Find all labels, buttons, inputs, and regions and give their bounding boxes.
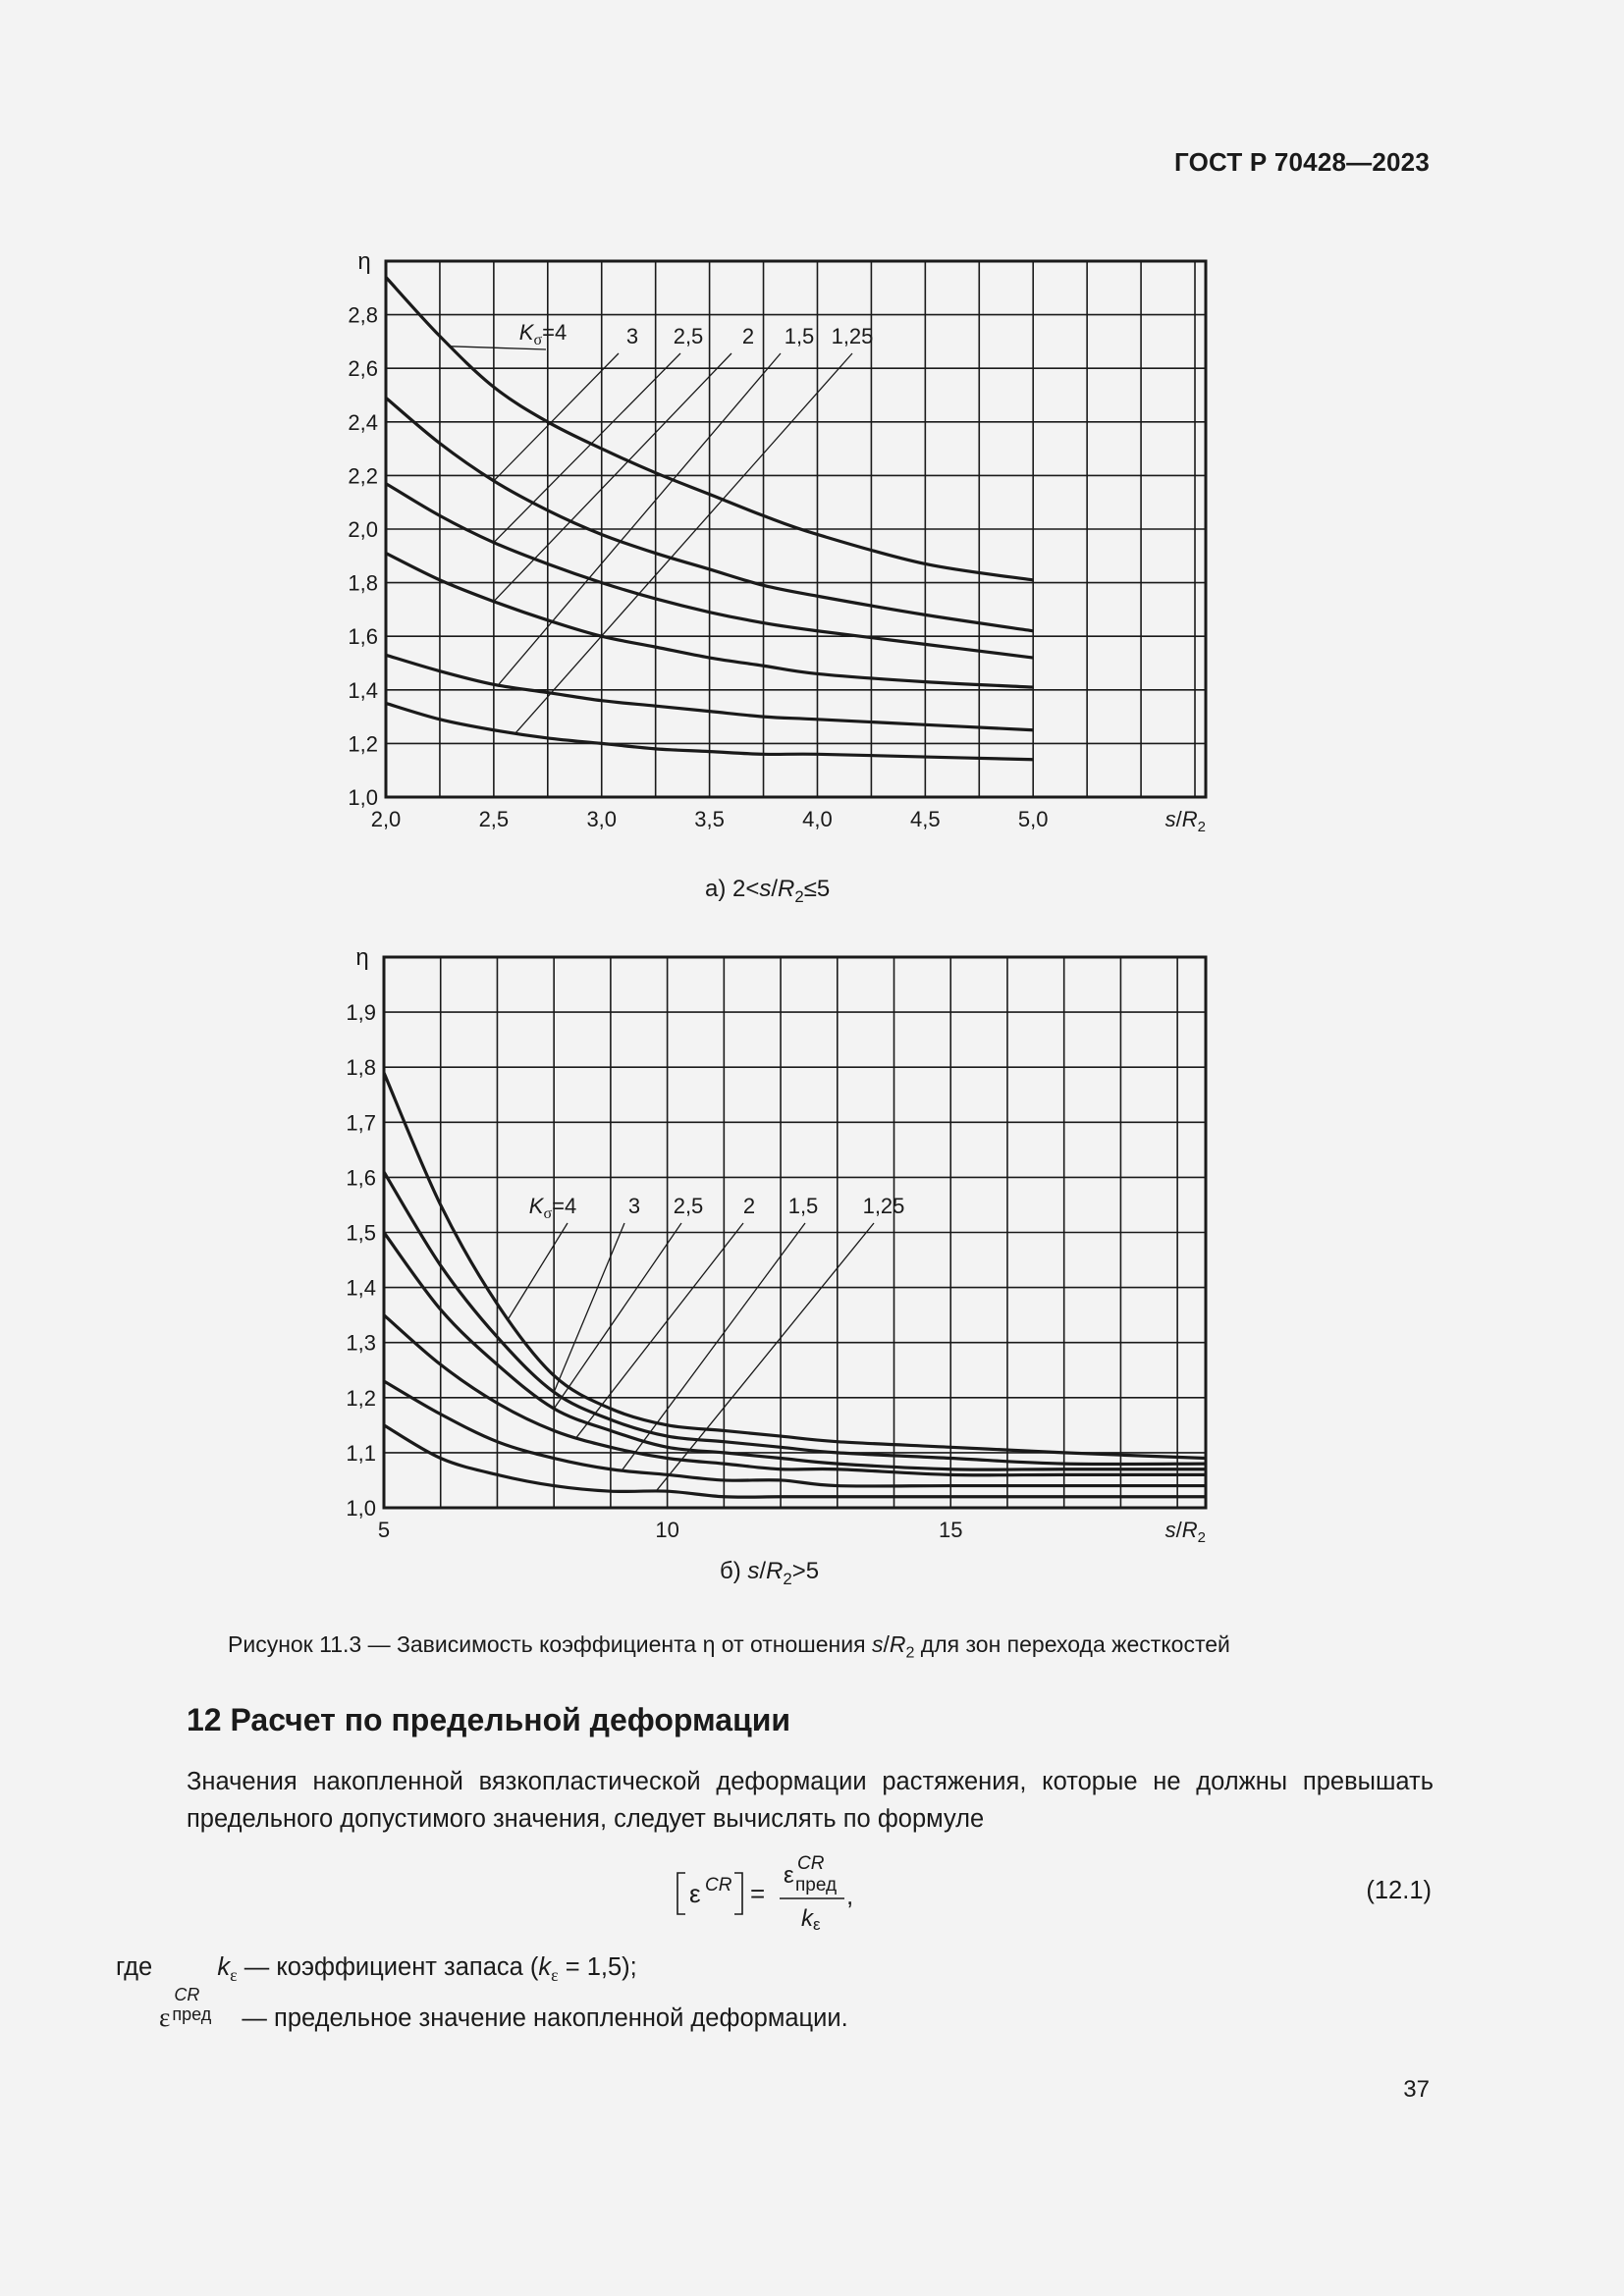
x-axis-label: $s/R_2$ bbox=[1164, 1518, 1206, 1546]
x-tick-label: 10 bbox=[655, 1518, 679, 1542]
svg-text:пред: пред bbox=[795, 1875, 838, 1896]
y-tick-label: 1,6 bbox=[346, 1165, 376, 1191]
series-leader-line bbox=[554, 1223, 681, 1409]
x-tick-label: 5,0 bbox=[1017, 807, 1049, 831]
document-code: ГОСТ Р 70428—2023 bbox=[1174, 147, 1430, 177]
series-label: 2,5 bbox=[673, 1194, 704, 1218]
y-tick-label: 2,2 bbox=[348, 463, 378, 489]
subcaption-b: б) $s/R_2>5$ bbox=[720, 1558, 820, 1588]
y-tick-label: 2,6 bbox=[348, 356, 378, 382]
where-def-1: где $k_\varepsilon$ — коэффициент запаса $(k_\varepsilon = 1,5)$; bbox=[116, 1953, 637, 1986]
svg-text:k: k bbox=[801, 1905, 813, 1932]
series-curve bbox=[384, 1073, 1206, 1459]
x-axis-label: $s/R_2$ bbox=[1164, 807, 1206, 835]
series-curve bbox=[384, 1315, 1206, 1475]
y-tick-label: 1,0 bbox=[348, 785, 378, 810]
series-label: 2 bbox=[742, 1194, 756, 1218]
y-tick-label: 2,4 bbox=[348, 409, 378, 435]
y-tick-label: 1,4 bbox=[346, 1275, 376, 1301]
series-leader-line bbox=[622, 1223, 805, 1470]
series-label: 2 bbox=[741, 324, 755, 348]
y-axis-label: η bbox=[357, 248, 371, 275]
series-label: 3 bbox=[627, 1194, 641, 1218]
series-label: 1,5 bbox=[787, 1194, 819, 1218]
x-tick-label: 3,5 bbox=[694, 807, 725, 831]
y-tick-label: 1,7 bbox=[346, 1110, 376, 1136]
x-tick-label: 2,0 bbox=[370, 807, 402, 831]
section-title: 12 Расчет по предельной деформации bbox=[187, 1702, 791, 1737]
y-tick-label: 1,8 bbox=[348, 570, 378, 596]
series-label: $K_\sigma=4$ bbox=[518, 320, 568, 348]
subcaption-a: а) $2<s/R_2\le 5$ bbox=[705, 876, 831, 906]
series-label: 3 bbox=[625, 324, 639, 348]
formula-number: (12.1) bbox=[1366, 1877, 1432, 1904]
y-tick-label: 1,1 bbox=[346, 1440, 376, 1466]
y-tick-label: 1,4 bbox=[348, 677, 378, 703]
svg-text:CR: CR bbox=[705, 1875, 732, 1896]
x-tick-label: 15 bbox=[938, 1518, 963, 1542]
y-tick-label: 1,2 bbox=[348, 731, 378, 757]
formula-12-1 bbox=[668, 1845, 893, 1934]
y-axis-label: η bbox=[355, 944, 369, 971]
formula-graphic bbox=[668, 1845, 893, 1934]
y-tick-label: 2,0 bbox=[348, 517, 378, 542]
y-tick-label: 2,8 bbox=[348, 302, 378, 328]
series-label: 2,5 bbox=[673, 324, 704, 348]
series-label: 1,25 bbox=[831, 324, 874, 348]
x-tick-label: 3,0 bbox=[586, 807, 618, 831]
series-leader-line bbox=[554, 1223, 624, 1392]
x-tick-label: 4,0 bbox=[802, 807, 833, 831]
series-label: $K_\sigma=4$ bbox=[528, 1194, 577, 1222]
x-tick-label: 4,5 bbox=[910, 807, 941, 831]
svg-text:=: = bbox=[750, 1879, 766, 1908]
series-leader-line bbox=[656, 1223, 874, 1491]
y-tick-label: 1,8 bbox=[346, 1055, 376, 1081]
figure-caption: Рисунок 11.3 — Зависимость коэффициента η от отношения $s/R_2$ для зон перехода жесткостей bbox=[228, 1631, 1230, 1662]
y-tick-label: 1,0 bbox=[346, 1496, 376, 1521]
y-tick-label: 1,9 bbox=[346, 1000, 376, 1026]
svg-text:,: , bbox=[846, 1881, 854, 1910]
series-curve bbox=[384, 1233, 1206, 1470]
page-number: 37 bbox=[1403, 2076, 1430, 2103]
x-tick-label: 2,5 bbox=[478, 807, 510, 831]
where-def-2: ε CR пред — предельное значение накопленной деформации. bbox=[159, 1985, 848, 2032]
svg-text:ε: ε bbox=[813, 1915, 821, 1934]
y-tick-label: 1,5 bbox=[346, 1220, 376, 1246]
where-intro: где bbox=[116, 1953, 153, 1981]
series-label: 1,5 bbox=[784, 324, 815, 348]
section-paragraph: Значения накопленной вязкопластической деформации растяжения, которые не должны превышать предельного допустимого значения, следует вычислять по формуле bbox=[187, 1768, 1434, 1833]
y-tick-label: 1,2 bbox=[346, 1385, 376, 1411]
x-tick-label: 5 bbox=[377, 1518, 391, 1542]
svg-text:CR: CR bbox=[797, 1853, 825, 1874]
svg-text:ε: ε bbox=[784, 1862, 794, 1889]
series-leader-line bbox=[509, 1223, 568, 1318]
y-tick-label: 1,3 bbox=[346, 1330, 376, 1356]
y-tick-label: 1,6 bbox=[348, 624, 378, 650]
series-label: 1,25 bbox=[862, 1194, 905, 1218]
svg-text:ε: ε bbox=[689, 1879, 701, 1908]
